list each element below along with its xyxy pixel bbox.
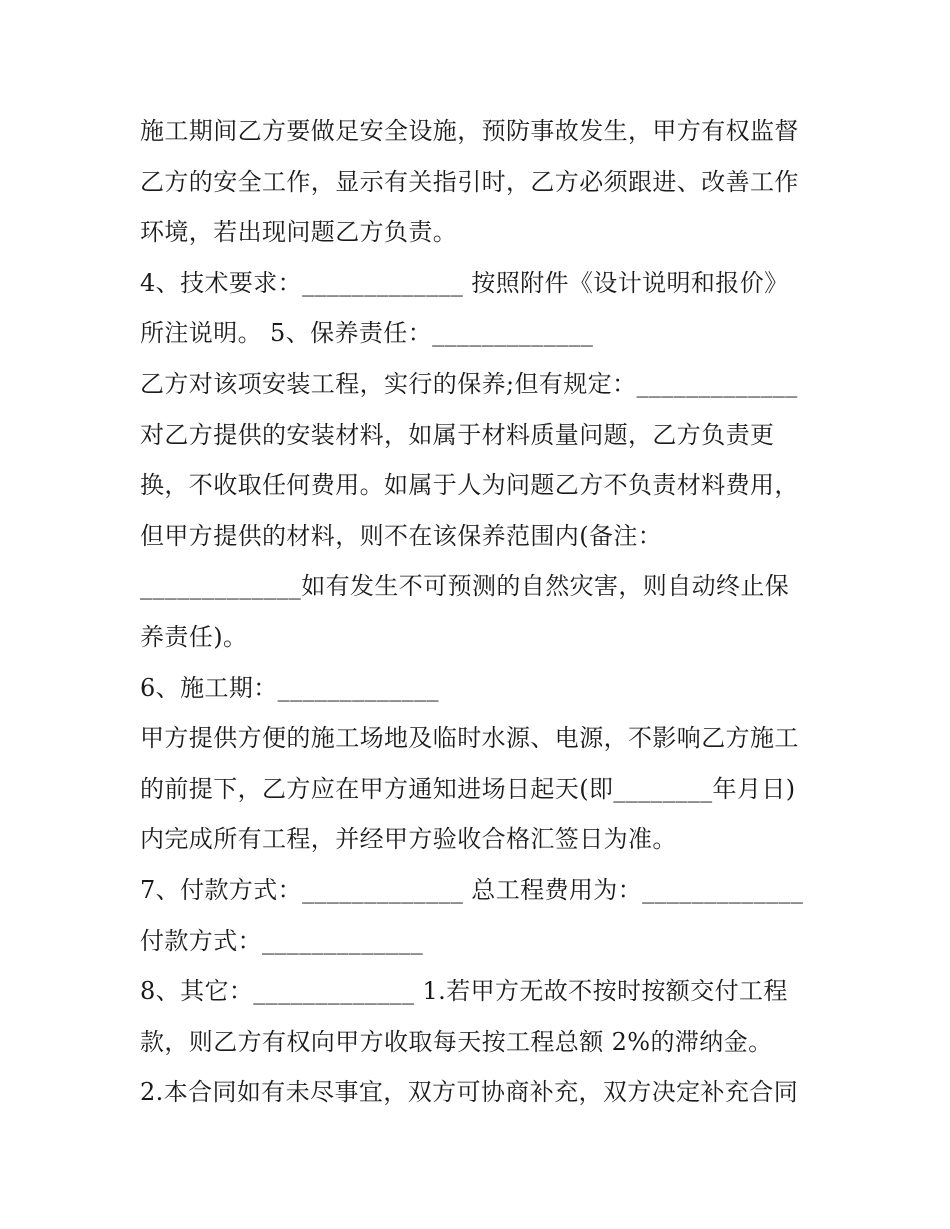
text-line: 环境，若出现问题乙方负责。 bbox=[140, 218, 458, 247]
text-line: 6、施工期：_____________ bbox=[140, 673, 439, 702]
text-line: 养责任)。 bbox=[140, 622, 248, 651]
text-line: 款，则乙方有权向甲方收取每天按工程总额 2%的滞纳金。 bbox=[140, 1027, 773, 1056]
text-line: 甲方提供方便的施工场地及临时水源、电源，不影响乙方施工 bbox=[140, 724, 799, 753]
text-line: 2.本合同如有未尽事宜，双方可协商补充，双方决定补充合同 bbox=[140, 1078, 799, 1107]
contract-text bbox=[140, 106, 820, 1118]
text-line: 8、其它：_____________ 1.若甲方无故不按时按额交付工程 bbox=[140, 977, 788, 1006]
text-line: 所注说明。 5、保养责任：_____________ bbox=[140, 319, 594, 348]
text-line: 乙方的安全工作，显示有关指引时，乙方必须跟进、改善工作 bbox=[140, 167, 799, 196]
text-line: 对乙方提供的安装材料，如属于材料质量问题，乙方负责更 bbox=[140, 420, 775, 449]
text-line: 的前提下，乙方应在甲方通知进场日起天(即________年月日) bbox=[140, 774, 796, 803]
text-line: 乙方对该项安装工程，实行的保养;但有规定：_____________ bbox=[140, 369, 798, 398]
text-line: _____________如有发生不可预测的自然灾害，则自动终止保 bbox=[140, 572, 790, 601]
text-line: 内完成所有工程，并经甲方验收合格汇签日为准。 bbox=[140, 825, 677, 854]
text-line: 但甲方提供的材料，则不在该保养范围内(备注： bbox=[140, 521, 663, 550]
text-line: 施工期间乙方要做足安全设施，预防事故发生，甲方有权监督 bbox=[140, 117, 799, 145]
text-line: 付款方式：_____________ bbox=[140, 926, 424, 955]
text-line: 4、技术要求：_____________ 按照附件《设计说明和报价》 bbox=[140, 268, 789, 297]
text-line: 7、付款方式：_____________ 总工程费用为：_____________ bbox=[140, 875, 804, 904]
text-line: 换，不收取任何费用。如属于人为问题乙方不负责材料费用， bbox=[140, 471, 799, 500]
